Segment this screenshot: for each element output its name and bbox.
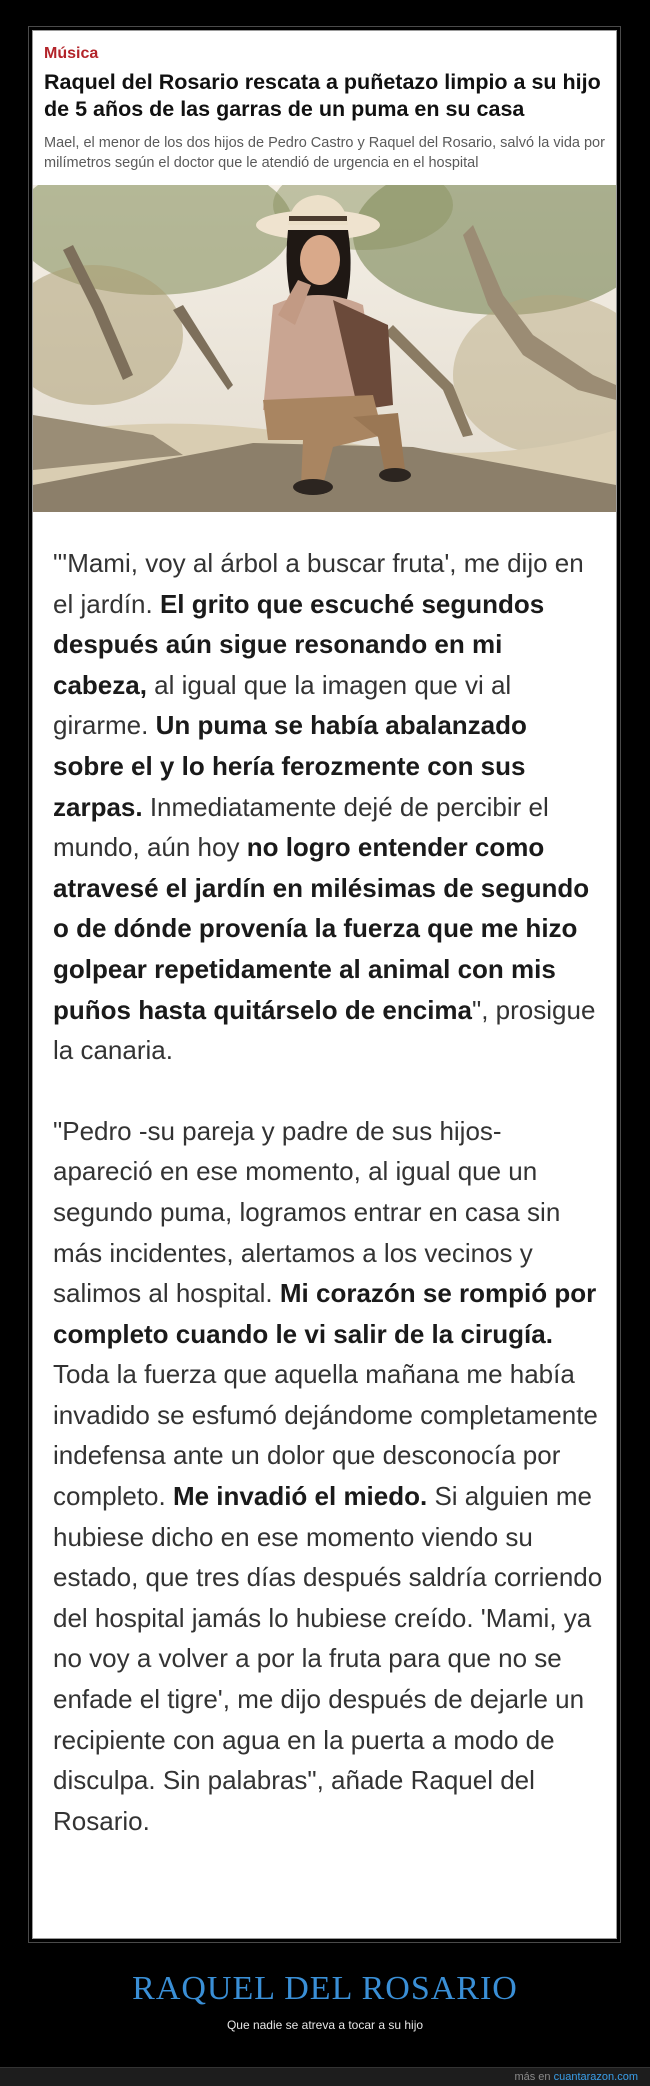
paragraph1-run-6: ", prosigue la canaria. [53,994,596,1066]
paragraph-2 [53,1111,603,1842]
section-tag[interactable]: Música [44,45,99,62]
paragraph2-run-3: Me invadió el miedo. [172,1481,428,1512]
footer-text [514,2071,638,2083]
paragraph-1 [53,543,603,1071]
article-card [33,31,616,1938]
paragraph1-run-2: al igual que la imagen que vi al girarme. [53,669,512,741]
paragraph2-run-1: Mi corazón se rompió por completo cuando le vi salir de la cirugía. [53,1278,597,1349]
poster-subtitle: Que nadie se atreva a tocar a su hijo [226,2018,424,2032]
site-link[interactable]: cuantarazon.com [553,2071,638,2083]
paragraph1-run-1: El grito que escuché segundos después aún sigue resonando en mi cabeza, [53,588,545,700]
paragraph1-run-4: Inmediatamente dejé de percibir el mundo, aún hoy [53,791,549,863]
poster-title: RAQUEL DEL ROSARIO [132,1970,518,2007]
footer-prefix: más en [514,2071,551,2083]
footer-bar [0,2067,650,2086]
headline[interactable]: Raquel del Rosario rescata a puñetazo limpio a su hijo de 5 años de las garras de un puma en su casa [44,70,601,121]
paragraph1-run-5: no logro entender como atravesé el jardín en milésimas de segundo o de dónde provenía la fuerza que me hizo golpear repetidamente al animal con mis puños hasta quitárselo de encima [53,832,590,1025]
paragraph1-run-0: "'Mami, voy al árbol a buscar fruta', me dijo en el jardín. [53,548,584,619]
subheadline: Mael, el menor de los dos hijos de Pedro Castro y Raquel del Rosario, salvó la vida por milímetros según el doctor que le atendió de urgencia en el hospital [44,135,605,171]
paragraph2-run-0: "Pedro -su pareja y padre de sus hijos- apareció en ese momento, al igual que un segundo puma, logramos entrar en casa sin más incidentes, alertamos a los vecinos y salimos al hospital. [53,1115,561,1309]
paragraph2-run-2: Toda la fuerza que aquella mañana me había invadido se esfumó dejándome completamente indefensa ante un dolor que desconocía por completo. [53,1359,598,1512]
paragraph1-run-3: Un puma se había abalanzado sobre el y lo hería ferozmente con sus zarpas. [53,710,527,822]
article-body [53,543,603,1841]
woman-in-hat-photo [33,185,616,512]
paragraph2-run-4: Si alguien me hubiese dicho en ese momento viendo su estado, que tres días después saldría corriendo del hospital jamás lo hubiese creído. 'Mami, ya no voy a volver a por la fruta para que no se enfade el tigre', me dijo después de dejarle un recipiente con agua en la puerta a modo de disculpa. Sin palabras", añade Raquel del Rosario. [53,1481,603,1836]
